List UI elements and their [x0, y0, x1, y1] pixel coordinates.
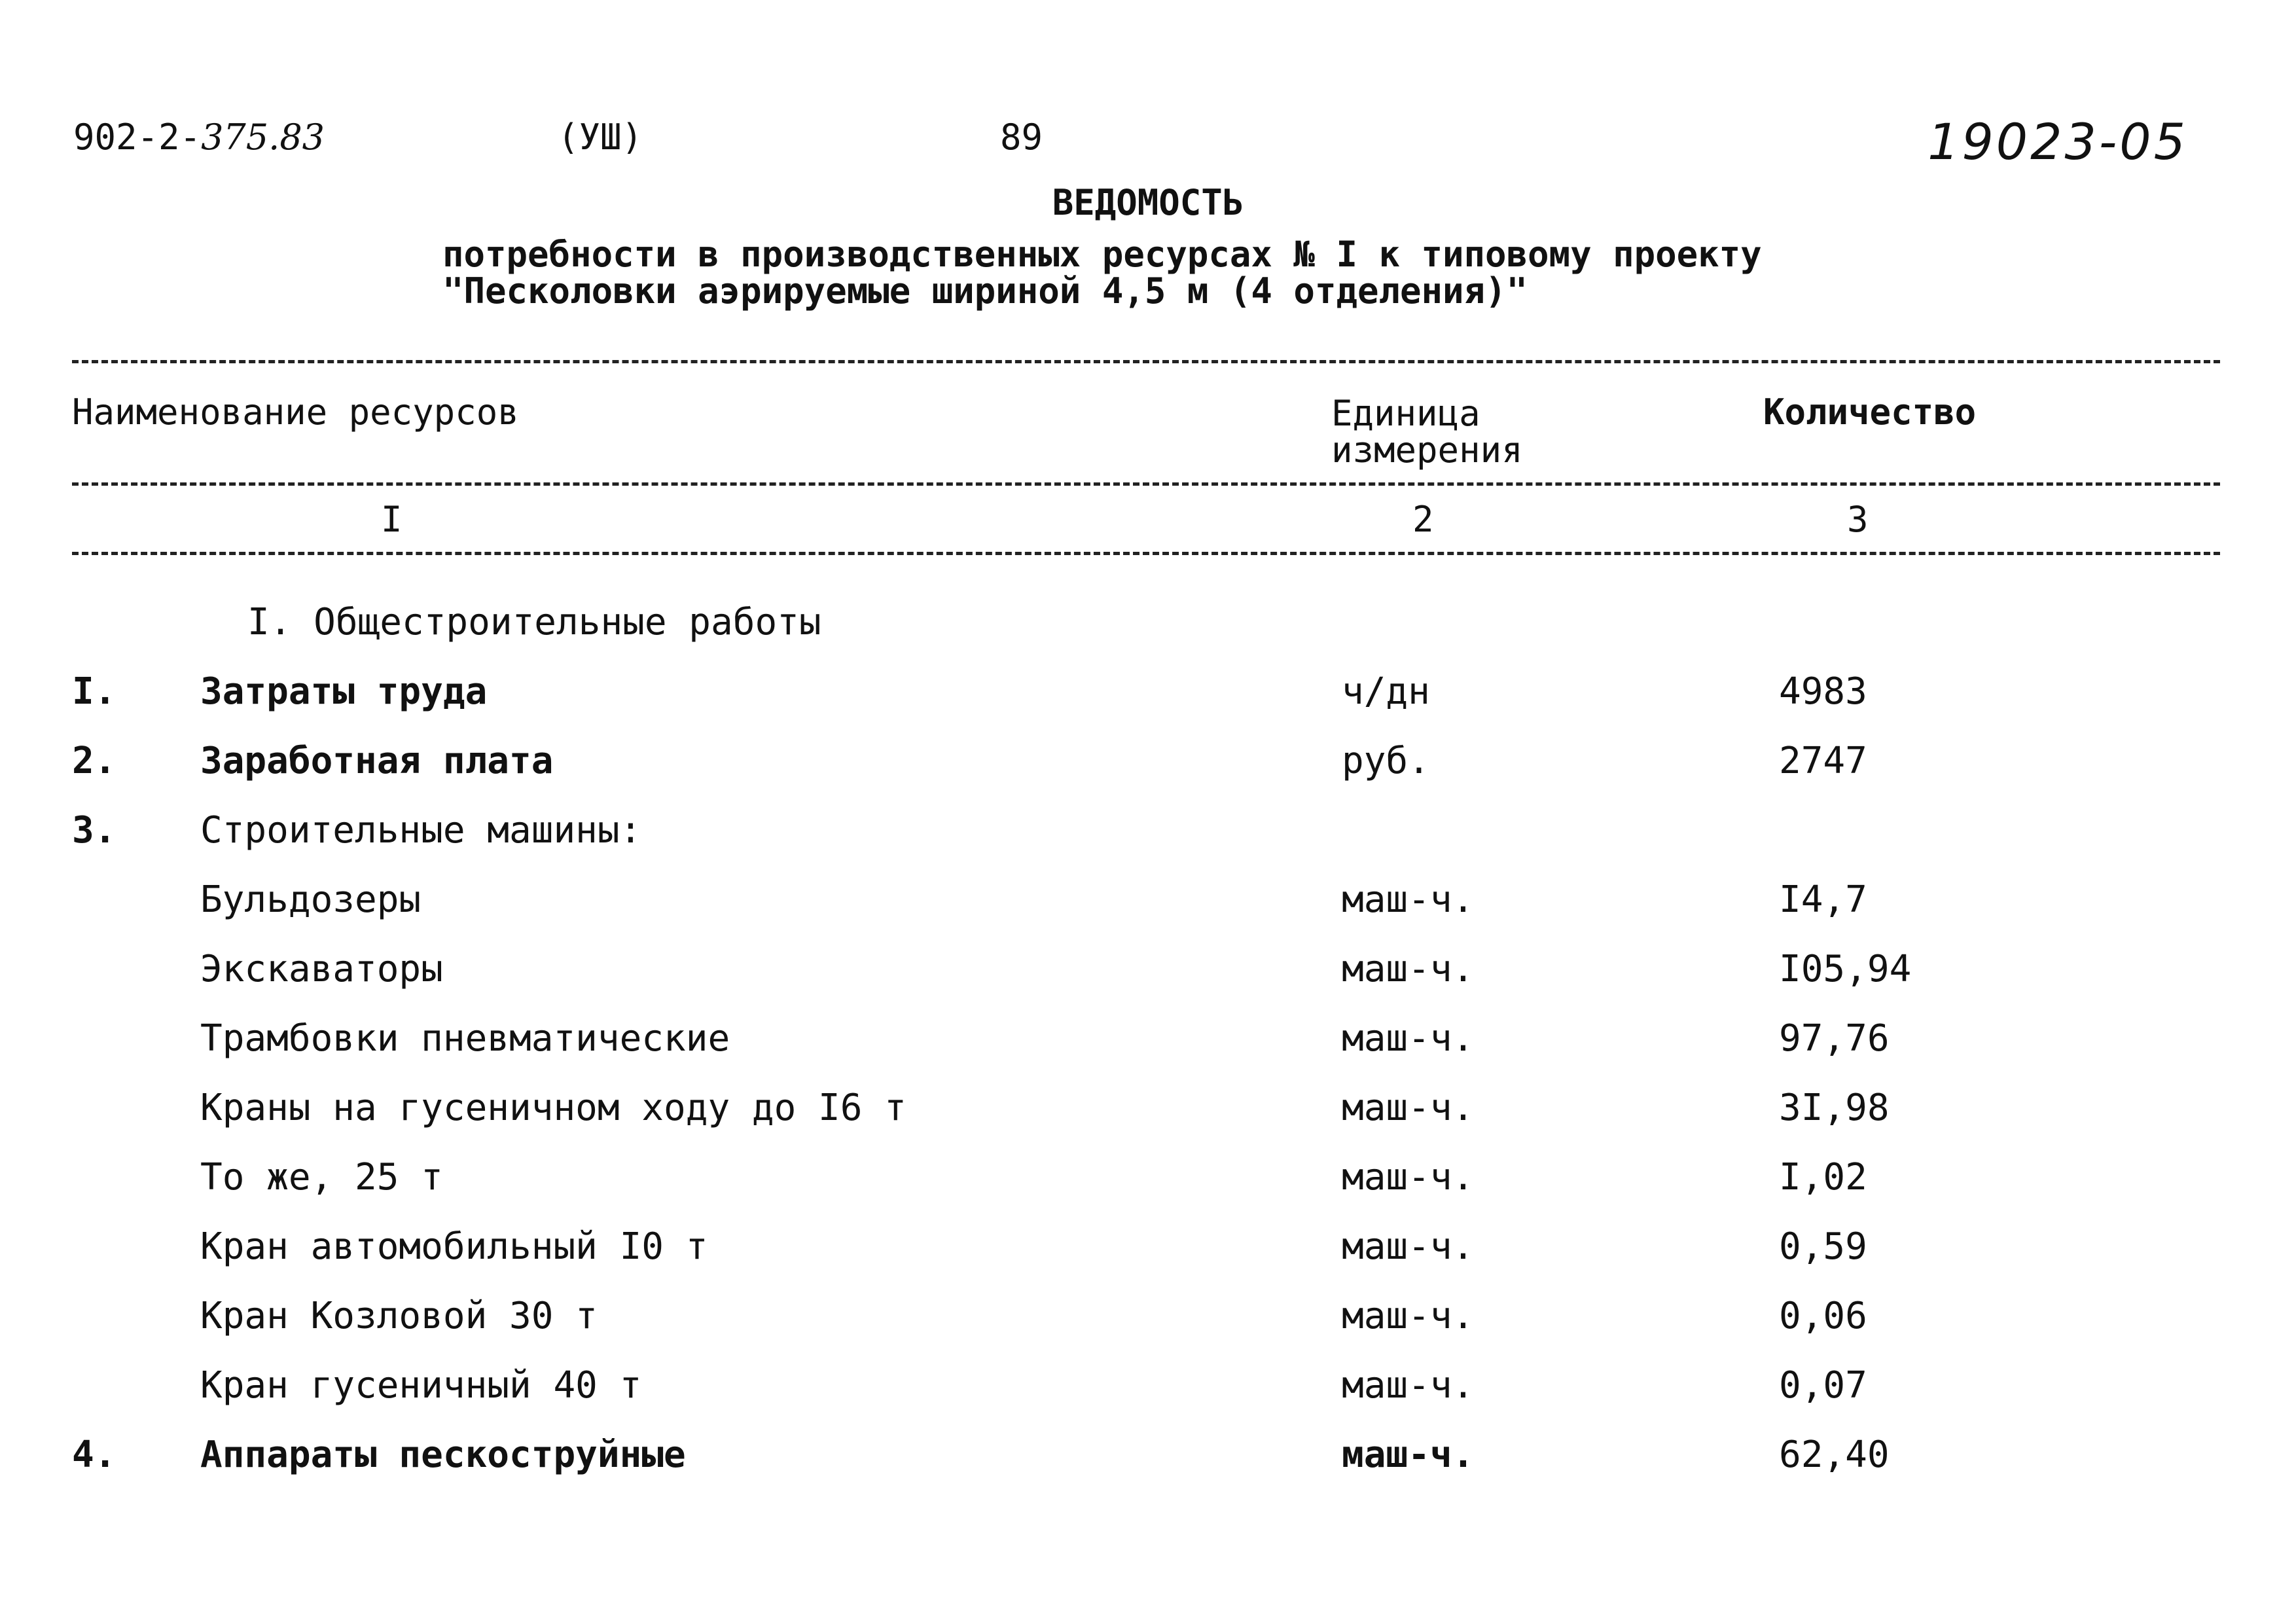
table-row [0, 740, 2296, 809]
row-name: Заработная плата [200, 740, 554, 782]
row-quantity: I4,7 [1779, 878, 1867, 921]
subtitle-line-1: потребности в производственных ресурсах № I к типовому проекту [442, 234, 1762, 275]
table-row [0, 1295, 2296, 1364]
header-bottom-rule [72, 482, 2220, 486]
inventory-number: 19023-05 [1928, 113, 2188, 171]
table-row [0, 878, 2296, 948]
row-quantity: 97,76 [1779, 1017, 1890, 1060]
row-quantity: 0,06 [1779, 1295, 1867, 1337]
row-unit: маш-ч. [1342, 1434, 1475, 1476]
row-unit: маш-ч. [1342, 1225, 1475, 1268]
table-row [0, 1225, 2296, 1295]
row-quantity: 2747 [1779, 740, 1867, 782]
row-quantity: 62,40 [1779, 1434, 1890, 1476]
row-number: 3. [72, 809, 117, 852]
row-name: Затраты труда [200, 670, 488, 713]
page-number: 89 [1000, 117, 1043, 158]
row-unit: маш-ч. [1342, 1295, 1475, 1337]
row-quantity: 4983 [1779, 670, 1867, 713]
row-name: Кран гусеничный 40 т [200, 1364, 642, 1407]
row-name: Кран автомобильный I0 т [200, 1225, 708, 1268]
row-unit: маш-ч. [1342, 1087, 1475, 1129]
column-numbers-bottom-rule [72, 552, 2220, 555]
row-name: Трамбовки пневматические [200, 1017, 730, 1060]
document-title: ВЕДОМОСТЬ [1052, 182, 1244, 223]
table-row [0, 1087, 2296, 1156]
table-row [0, 809, 2296, 878]
row-unit: маш-ч. [1342, 1156, 1475, 1199]
document-code-prefix: 902-2- [73, 117, 202, 158]
row-name: Краны на гусеничном ходу до I6 т [200, 1087, 906, 1129]
document-variant: (УШ) [558, 117, 643, 158]
subtitle-line-2: "Песколовки аэрируемые шириной 4,5 м (4 отделения)" [442, 270, 1528, 312]
column-number-2: 2 [1412, 499, 1434, 540]
table-top-rule [72, 360, 2220, 363]
row-quantity: 0,07 [1779, 1364, 1867, 1407]
section-title: I. Общестроительные работы [247, 601, 821, 643]
row-unit: маш-ч. [1342, 1017, 1475, 1060]
column-header-quantity: Количество [1763, 391, 1977, 433]
row-number: I. [72, 670, 117, 713]
row-unit: маш-ч. [1342, 878, 1475, 921]
column-number-3: 3 [1847, 499, 1869, 540]
row-name: Аппараты пескоструйные [200, 1434, 686, 1476]
row-quantity: 0,59 [1779, 1225, 1867, 1268]
table-row [0, 1434, 2296, 1503]
row-name: Кран Козловой 30 т [200, 1295, 598, 1337]
table-row [0, 948, 2296, 1017]
row-name: Строительные машины: [200, 809, 642, 852]
document-code-handwritten: 375.83 [201, 117, 325, 158]
row-unit: руб. [1342, 740, 1430, 782]
row-unit: маш-ч. [1342, 948, 1475, 990]
row-unit: ч/дн [1342, 670, 1430, 713]
table-row [0, 670, 2296, 740]
table-row [0, 1364, 2296, 1434]
row-unit: маш-ч. [1342, 1364, 1475, 1407]
row-number: 4. [72, 1434, 117, 1476]
row-name: То же, 25 т [200, 1156, 443, 1199]
row-name: Бульдозеры [200, 878, 422, 921]
column-number-1: I [381, 499, 403, 540]
row-name: Экскаваторы [200, 948, 443, 990]
table-row [0, 1156, 2296, 1225]
row-quantity: I05,94 [1779, 948, 1912, 990]
table-row [0, 1017, 2296, 1087]
column-header-unit: Единица измерения [1331, 393, 1523, 471]
row-quantity: 3I,98 [1779, 1087, 1890, 1129]
column-header-name: Наименование ресурсов [72, 391, 519, 433]
row-number: 2. [72, 740, 117, 782]
row-quantity: I,02 [1779, 1156, 1867, 1199]
document-code [73, 117, 325, 158]
